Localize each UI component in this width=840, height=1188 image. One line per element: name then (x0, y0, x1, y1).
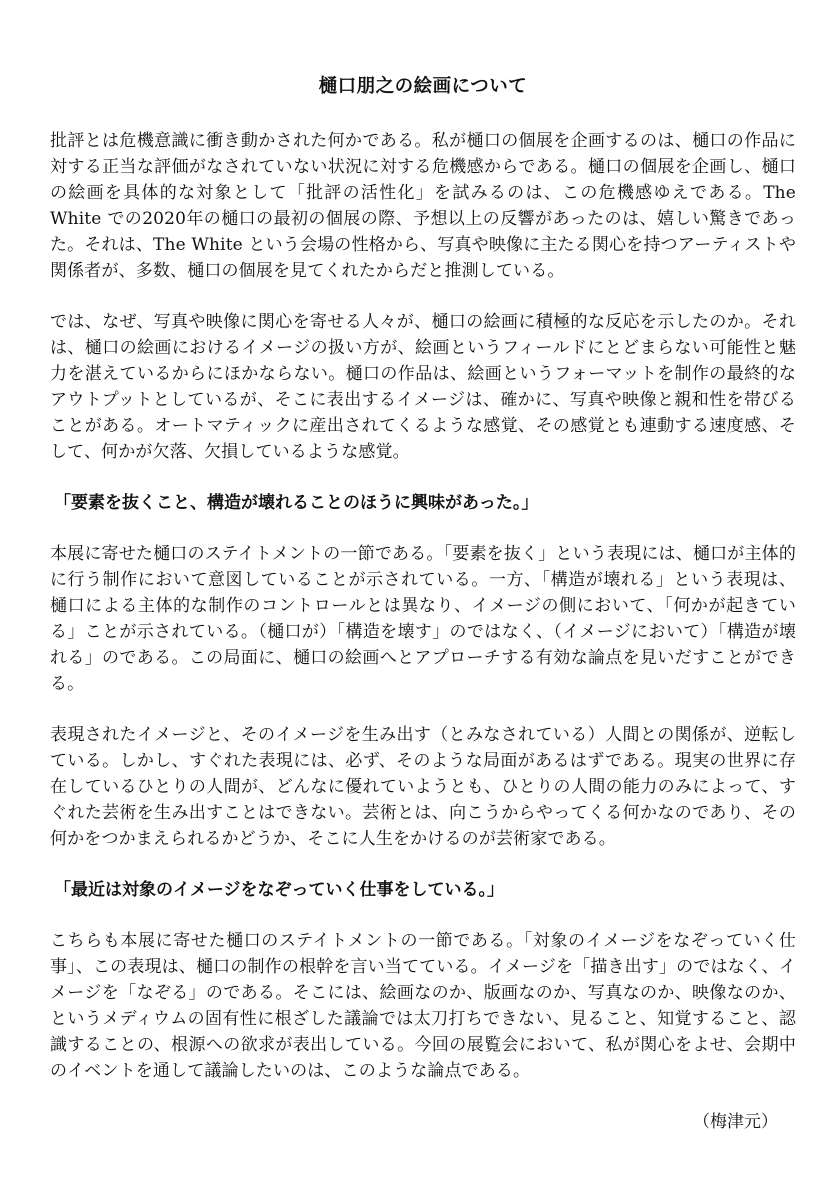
paragraph-2: では、なぜ、写真や映像に関心を寄せる人々が、樋口の絵画に積極的な反応を示したのか。それは、樋口の絵画におけるイメージの扱い方が、絵画というフィールドにとどまらない可能性と魅力を湛えているからにほかならない。樋口の作品は、絵画というフォーマットを制作の最終的なアウトプットとしているが、そこに表出するイメージは、確かに、写真や映像と親和性を帯びることがある。オートマティックに産出されてくるような感覚、その感覚とも連動する速度感、そして、何かが欠落、欠損しているような感覚。 (50, 312, 796, 462)
page-title: 樋口朋之の絵画について (318, 76, 528, 97)
paragraph-5: こちらも本展に寄せた樋口のステイトメントの一節である。「対象のイメージをなぞっていく仕事」、この表現は、樋口の制作の根幹を言い当てている。イメージを「描き出す」のではなく、イメージを「なぞる」のである。そこには、絵画なのか、版画なのか、写真なのか、映像なのか、というメディウムの固有性に根ざした議論では太刀打ちできない、見ること、知覚すること、認識することの、根源への欲求が表出している。今回の展覧会において、私が関心をよせ、会期中のイベントを通して議論したいのは、このような論点である。 (50, 931, 796, 1081)
author-signature: （梅津元） (693, 1112, 778, 1132)
paragraph-4: 表現されたイメージと、そのイメージを生み出す（とみなされている）人間との関係が、逆転している。しかし、すぐれた表現には、必ず、そのような局面があるはずである。現実の世界に存在しているひとりの人間が、どんなに優れていようとも、ひとりの人間の能力のみによって、すぐれた芸術を生み出すことはできない。芸術とは、向こうからやってくる何かなのであり、その何かをつかまえられるかどうか、そこに人生をかけるのが芸術家である。 (50, 725, 796, 849)
quote-1: 「要素を抜くこと、構造が壊れることのほうに興味があった。」 (54, 493, 539, 513)
paragraph-1: 批評とは危機意識に衝き動かされた何かである。私が樋口の個展を企画するのは、樋口の作品に対する正当な評価がなされていない状況に対する危機感からである。樋口の個展を企画し、樋口の絵画を具体的な対象として「批評の活性化」を試みるのは、この危機感ゆえである。The White での2020年の樋口の最初の個展の際、予想以上の反響があったのは、嬉しい驚きであった。それは、The White という会場の性格から、写真や映像に主たる関心を持つアーティストや関係者が、多数、樋口の個展を見てくれたからだと推測している。 (50, 131, 796, 281)
quote-2: 「最近は対象のイメージをなぞっていく仕事をしている。」 (54, 880, 504, 900)
paragraph-3: 本展に寄せた樋口のステイトメントの一節である。「要素を抜く」という表現には、樋口が主体的に行う制作において意図していることが示されている。一方、「構造が壊れる」という表現は、樋口による主体的な制作のコントロールとは異なり、イメージの側において、「何かが起きている」ことが示されている。（樋口が）「構造を壊す」のではなく、（イメージにおいて）「構造が壊れる」のである。この局面に、樋口の絵画へとアプローチする有効な論点を見いだすことができる。 (50, 544, 796, 694)
